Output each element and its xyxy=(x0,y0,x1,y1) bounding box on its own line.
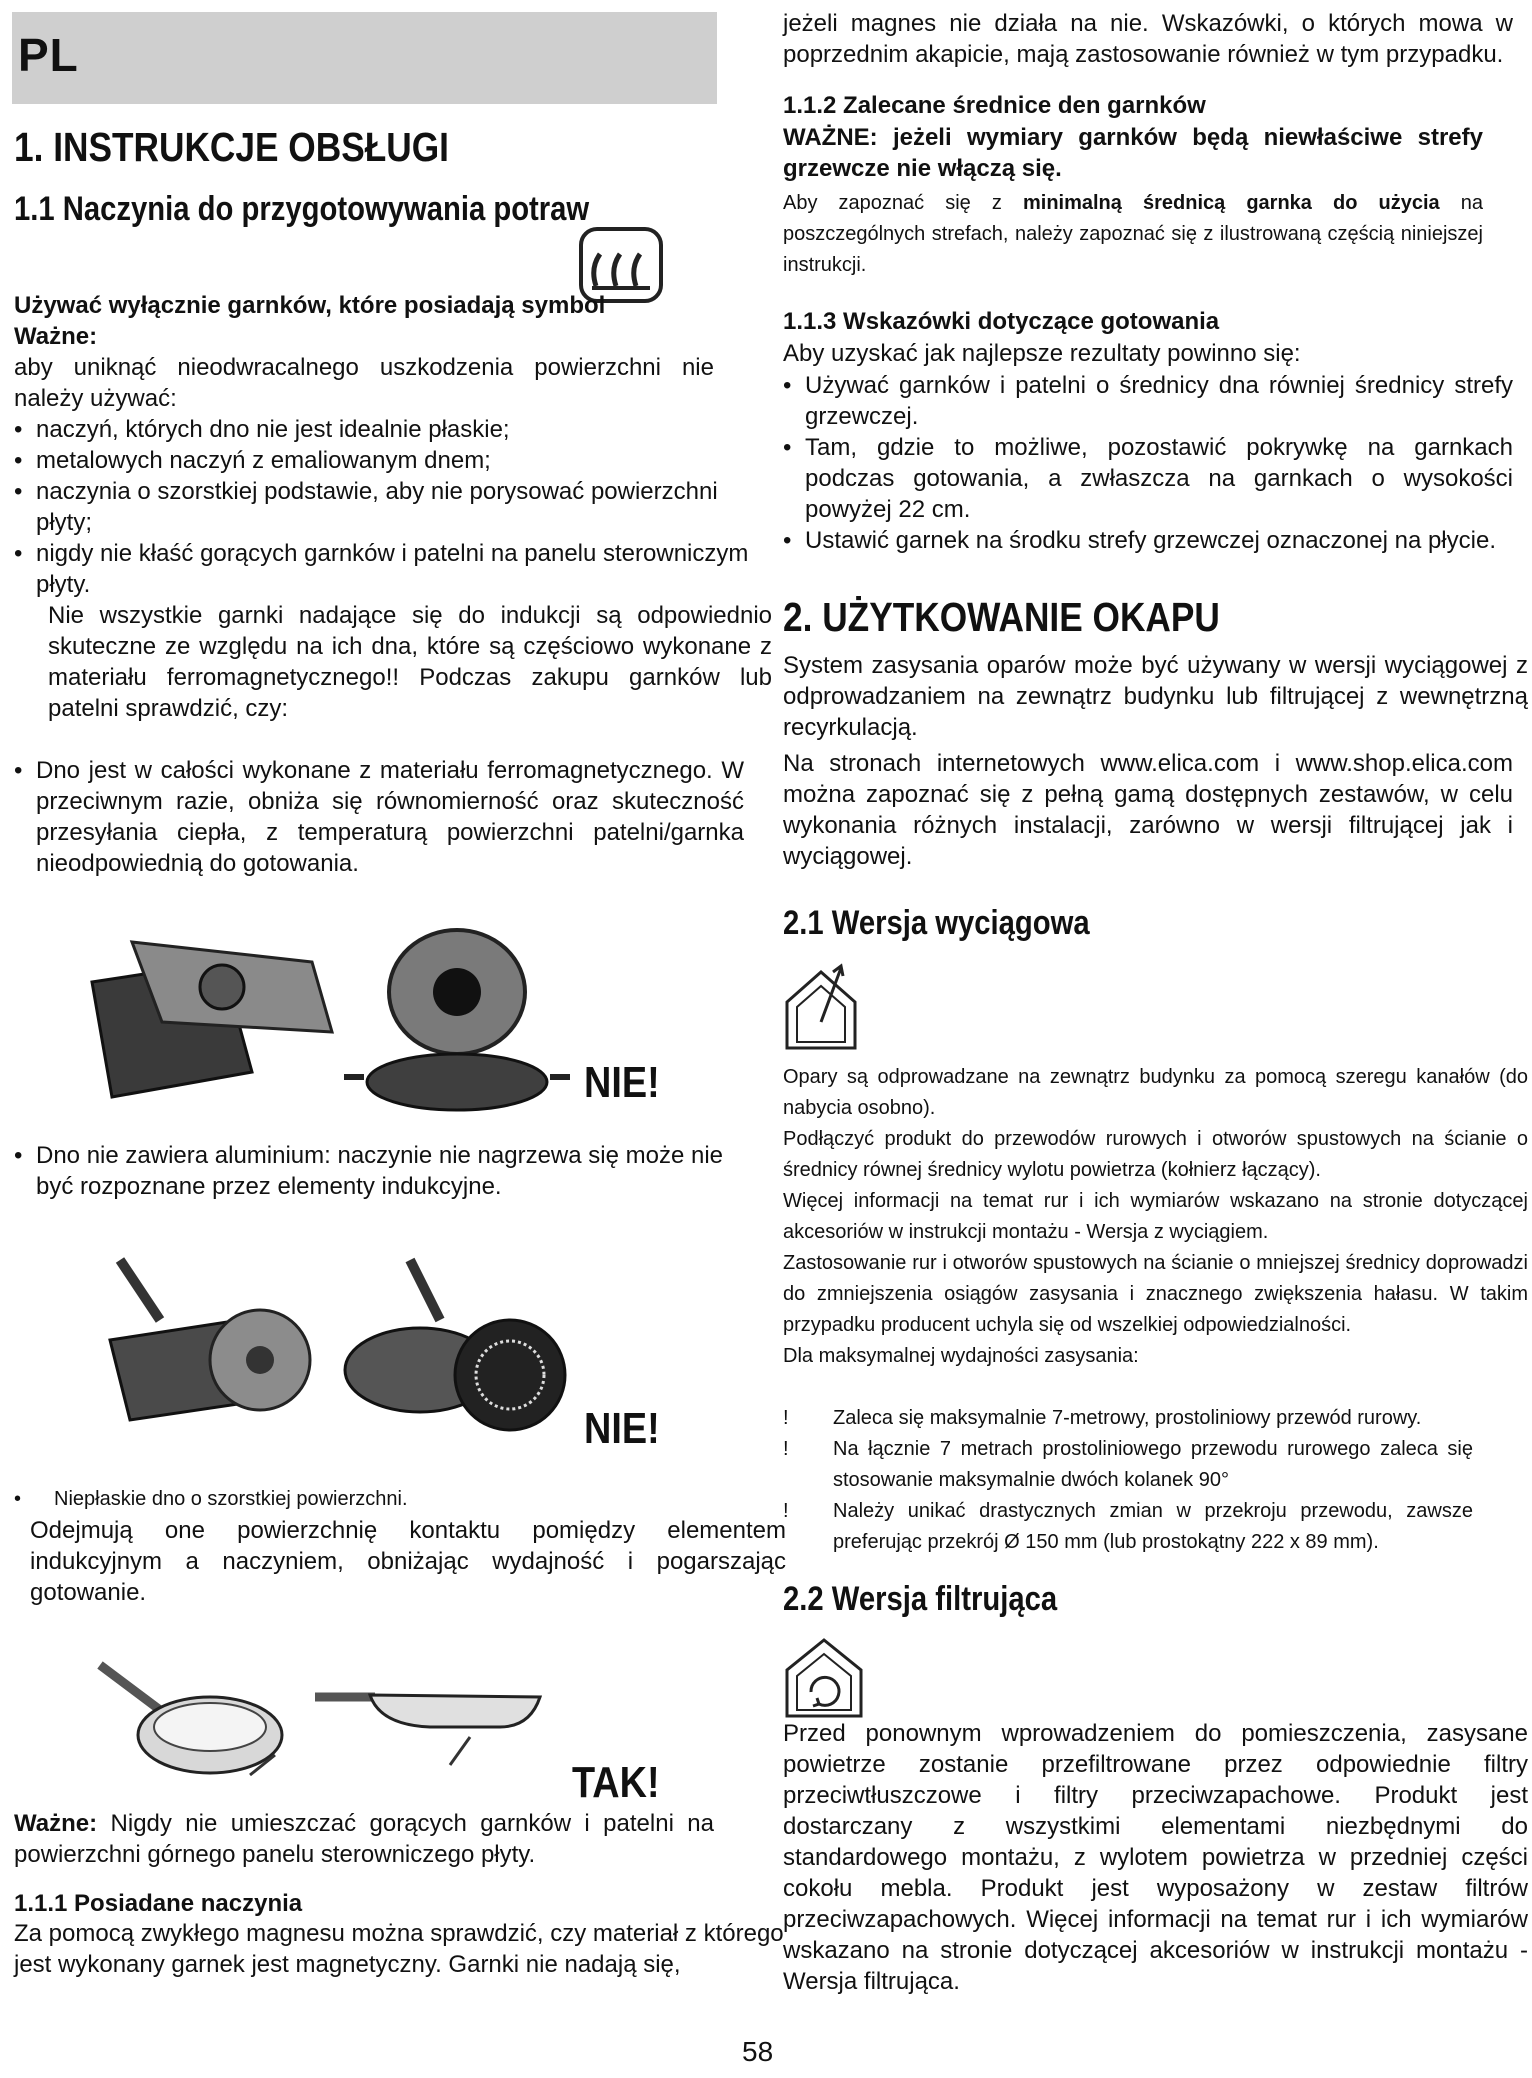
rough-list xyxy=(14,1484,754,1515)
section-1-1-3-heading: 1.1.3 Wskazówki dotyczące gotowania xyxy=(783,308,1220,335)
pan-illustration-2 xyxy=(90,1250,610,1440)
extraction-paragraph: Dla maksymalnej wydajności zasysania: xyxy=(783,1345,1139,1367)
language-code: PL xyxy=(18,29,79,81)
pan-illustration-1 xyxy=(72,922,592,1122)
section-2-1-heading: 2.1 Wersja wyciągowa xyxy=(783,904,1090,942)
language-band xyxy=(12,12,717,104)
list-item: ! Na łącznie 7 metrach prostoliniowego przewodu rurowego zaleca się stosowanie maksymalnie dwóch kolanek 90° xyxy=(783,1434,1473,1496)
list-item: • metalowych naczyń z emaliowanym dnem; xyxy=(14,445,754,476)
important-label: Ważne: xyxy=(14,323,98,350)
diameter-text xyxy=(783,188,1483,281)
important-diameter-text: WAŻNE: jeżeli wymiary garnków będą niewłaściwe strefy grzewcze nie włączą się. xyxy=(783,124,1483,182)
important-note-2 xyxy=(14,1808,714,1870)
aluminium-list xyxy=(14,1140,744,1202)
system-text: System zasysania oparów może być używany w wersji wyciągowej z odprowadzaniem na zewnątrz budynku lub filtrującej z wewnętrzną recyrkulacją. xyxy=(783,652,1528,741)
list-item: • nigdy nie kłaść gorących garnków i patelni na panelu sterowniczym płyty. xyxy=(14,538,754,600)
list-item: ! Zaleca się maksymalnie 7-metrowy, prostoliniowy przewód rurowy. xyxy=(783,1403,1473,1434)
nie-label-1: NIE! xyxy=(584,1058,660,1107)
extraction-paragraph: Podłączyć produkt do przewodów rurowych i otworów spustowych na ścianie o średnicy równej średnicy wylotu powietrza (kołnierz łączący). xyxy=(783,1128,1528,1181)
diameter-text-bold: minimalną średnicą garnka do użycia xyxy=(1022,192,1440,214)
section-1-1-heading: 1.1 Naczynia do przygotowywania potraw xyxy=(14,190,590,228)
use-only-text: Używać wyłącznie garnków, które posiadają symbol xyxy=(14,292,606,319)
diameter-text-post: na poszczególnych strefach, należy zapoznać się z ilustrowaną częścią niniejszej instrukcji. xyxy=(783,192,1483,276)
list-item: • Tam, gdzie to możliwe, pozostawić pokrywkę na garnkach podczas gotowania, a zwłaszcza na garnkach o wysokości powyżej 22 cm. xyxy=(783,432,1513,525)
nie-label-2: NIE! xyxy=(584,1404,660,1453)
section-1-1-1-heading: 1.1.1 Posiadane naczynia xyxy=(14,1890,303,1917)
section-1-heading: 1. INSTRUKCJE OBSŁUGI xyxy=(14,124,449,170)
filtering-mode-icon xyxy=(783,1634,865,1720)
not-all-pans-text: Nie wszystkie garnki nadające się do indukcji są odpowiednio skuteczne ze względu na ich dna, które są częściowo wykonane z materiału ferromagnetycznego!! Podczas zakupu garnków lub patelni sprawdzić, czy: xyxy=(48,602,772,722)
important-text-2: Nigdy nie umieszczać gorących garnków i patelni na powierzchni górnego panelu sterowniczego płyty. xyxy=(14,1810,715,1868)
list-item: • Ustawić garnek na środku strefy grzewczej oznaczonej na płycie. xyxy=(783,525,1513,556)
list-item: • Dno jest w całości wykonane z materiału ferromagnetycznego. W przeciwnym razie, obniża się równomierność oraz skuteczność przesyłania ciepła, z temperaturą powierzchni patelni/garnka nieodpowiednią do gotowania. xyxy=(14,755,744,879)
cooking-tips-list xyxy=(783,370,1513,556)
ferro-list xyxy=(14,755,744,879)
extraction-tips-list xyxy=(783,1403,1473,1558)
extraction-paragraph: Zastosowanie rur i otworów spustowych na ścianie o mniejszej średnicy doprowadzi do zmniejszenia osiągów zasysania i znacznego zwiększenia hałasu. W takim przypadku producent uchyla się od wszelkiej odpowiedzialności. xyxy=(783,1252,1528,1336)
extraction-paragraphs xyxy=(783,1062,1528,1372)
avoid-list xyxy=(14,414,754,600)
magnet-text-continued: jeżeli magnes nie działa na nie. Wskazówki, o których mowa w poprzednim akapicie, mają zastosowanie również w tym przypadku. xyxy=(783,10,1513,68)
filtering-text: Przed ponownym wprowadzeniem do pomieszczenia, zasysane powietrze zostanie przefiltrowane przez odpowiednie filtry przeciwtłuszczowe i filtry przeciwzapachowe. Produkt jest dostarczany z wszystkimi elementami niezbędnymi do standardowego montażu, z wylotem powietrza w przedniej części cokołu mebla. Produkt jest wyposażony w zestaw filtrów przeciwzapachowych. Więcej informacji na temat rur i ich wymiarów wskazano na stronie dotyczącej akcesoriów w instrukcji montażu - Wersja filtrująca. xyxy=(783,1720,1528,1995)
diameter-text-pre: Aby zapoznać się z xyxy=(783,192,1002,214)
section-2-heading: 2. UŻYTKOWANIE OKAPU xyxy=(783,594,1220,640)
extraction-paragraph: Więcej informacji na temat rur i ich wymiarów wskazano na stronie dotyczącej akcesoriów w instrukcji montażu - Wersja z wyciągiem. xyxy=(783,1190,1528,1243)
magnet-text: Za pomocą zwykłego magnesu można sprawdzić, czy materiał z którego jest wykonany garnek jest magnetyczny. Garnki nie nadają się, xyxy=(14,1920,784,1978)
extraction-paragraph: Opary są odprowadzane na zewnątrz budynku za pomocą szeregu kanałów (do nabycia osobno). xyxy=(783,1066,1528,1119)
cooking-intro: Aby uzyskać jak najlepsze rezultaty powinno się: xyxy=(783,340,1301,367)
website-text: Na stronach internetowych www.elica.com i www.shop.elica.com można zapoznać się z pełną gamą dostępnych zestawów, w celu wykonania różnych instalacji, zarówno w wersji filtrującej jak i wyciągowej. xyxy=(783,750,1513,870)
tak-label: TAK! xyxy=(572,1758,660,1807)
section-2-2-heading: 2.2 Wersja filtrująca xyxy=(783,1580,1058,1618)
section-1-1-2-heading: 1.1.2 Zalecane średnice den garnków xyxy=(783,92,1206,119)
list-item: • Dno nie zawiera aluminium: naczynie nie nagrzewa się może nie być rozpoznane przez elementy indukcyjne. xyxy=(14,1140,744,1202)
avoid-intro-text: aby uniknąć nieodwracalnego uszkodzenia powierzchni nie należy używać: xyxy=(14,354,714,412)
list-item: ! Należy unikać drastycznych zmian w przekroju przewodu, zawsze preferując przekrój Ø 150 mm (lub prostokątny 222 x 89 mm). xyxy=(783,1496,1473,1558)
important-label-2: Ważne: xyxy=(14,1810,98,1837)
page-number: 58 xyxy=(742,2036,774,2067)
list-item: • naczynia o szorstkiej podstawie, aby nie porysować powierzchni płyty; xyxy=(14,476,754,538)
rough-text: Odejmują one powierzchnię kontaktu pomiędzy elementem indukcyjnym a naczyniem, obniżając wydajność i pogarszając gotowanie. xyxy=(30,1517,786,1606)
list-item: • naczyń, których dno nie jest idealnie płaskie; xyxy=(14,414,754,445)
list-item: • Niepłaskie dno o szorstkiej powierzchni. xyxy=(14,1484,754,1515)
list-item: • Używać garnków i patelni o średnicy dna równiej średnicy strefy grzewczej. xyxy=(783,370,1513,432)
extraction-mode-icon xyxy=(783,962,859,1052)
pan-illustration-3 xyxy=(90,1655,570,1785)
